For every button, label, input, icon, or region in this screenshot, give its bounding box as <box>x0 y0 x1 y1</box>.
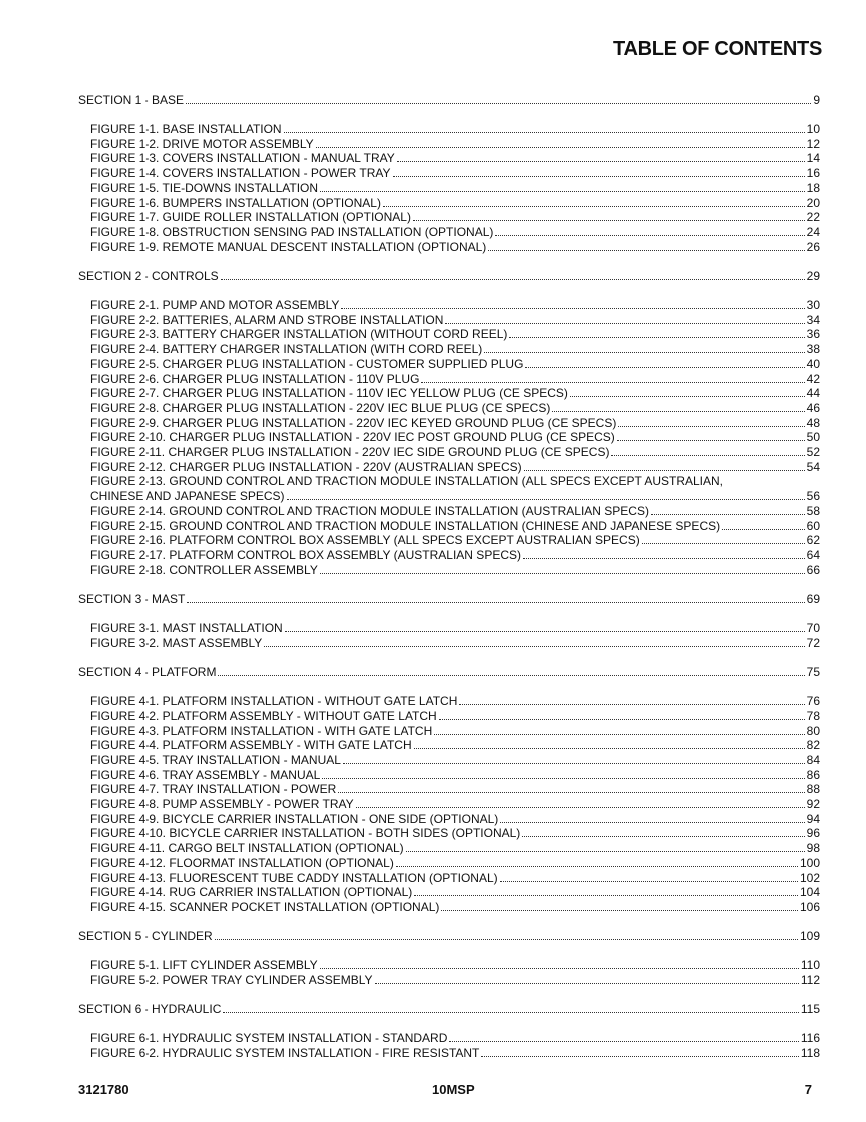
toc-figure-entry[interactable] <box>90 445 820 459</box>
toc-entry-label: FIGURE 2-8. CHARGER PLUG INSTALLATION - 220V IEC BLUE PLUG (CE SPECS) <box>90 400 551 415</box>
dot-leader <box>338 791 804 793</box>
toc-entry-page: 26 <box>806 239 820 254</box>
toc-entry-label: FIGURE 1-8. OBSTRUCTION SENSING PAD INSTALLATION (OPTIONAL) <box>90 224 494 239</box>
toc-figure-entry[interactable] <box>90 430 820 444</box>
toc-figure-entry[interactable] <box>90 137 820 151</box>
toc-figure-entry[interactable] <box>90 122 820 136</box>
toc-entry-label: FIGURE 1-4. COVERS INSTALLATION - POWER TRAY <box>90 166 391 181</box>
toc-entry-label: SECTION 3 - MAST <box>78 592 186 606</box>
toc-figure-entry[interactable] <box>90 797 820 811</box>
toc-entry-label: FIGURE 1-9. REMOTE MANUAL DESCENT INSTALLATION (OPTIONAL) <box>90 239 487 254</box>
dot-leader <box>484 351 804 353</box>
toc-figure-entry[interactable] <box>90 856 820 870</box>
dot-leader <box>285 630 805 632</box>
dot-leader <box>495 234 804 236</box>
dot-leader <box>341 307 804 309</box>
dot-leader <box>618 425 804 427</box>
toc-figure-entry[interactable] <box>90 782 820 796</box>
dot-leader <box>223 1011 799 1013</box>
dot-leader <box>343 762 805 764</box>
dot-leader <box>320 190 805 192</box>
toc-figure-entry[interactable] <box>90 460 820 474</box>
toc-entry-page: 69 <box>806 592 820 606</box>
dot-leader <box>284 131 805 133</box>
toc-entry-page: 62 <box>806 533 820 548</box>
toc-entry-label: FIGURE 4-14. RUG CARRIER INSTALLATION (OPTIONAL) <box>90 885 413 900</box>
toc-entry-page: 16 <box>806 166 820 181</box>
toc-figure-entry[interactable] <box>90 1031 820 1045</box>
toc-entry-label: FIGURE 4-5. TRAY INSTALLATION - MANUAL <box>90 752 341 767</box>
toc-entry-page: 102 <box>799 870 820 885</box>
toc-entry-label: FIGURE 4-1. PLATFORM INSTALLATION - WITHOUT GATE LATCH <box>90 694 458 709</box>
toc-entry-label: FIGURE 2-4. BATTERY CHARGER INSTALLATION (WITH CORD REEL) <box>90 342 483 357</box>
toc-figure-entry[interactable] <box>90 533 820 547</box>
toc-entry-page: 52 <box>806 445 820 459</box>
toc-entry-page: 64 <box>806 547 820 562</box>
toc-figure-entry[interactable] <box>90 474 820 488</box>
toc-entry-page: 60 <box>806 518 820 533</box>
toc-figure-entry[interactable] <box>90 738 820 752</box>
toc-entry-page: 50 <box>806 430 820 445</box>
toc-entry-page: 116 <box>800 1031 820 1046</box>
toc-entry-label: FIGURE 2-18. CONTROLLER ASSEMBLY <box>90 562 318 577</box>
toc-entry-page: 42 <box>806 371 820 386</box>
dot-leader <box>421 381 804 383</box>
toc-section-entry[interactable] <box>78 929 820 943</box>
toc-entry-page: 80 <box>806 723 820 738</box>
page-title: TABLE OF CONTENTS <box>613 38 822 60</box>
toc-entry-label: FIGURE 2-10. CHARGER PLUG INSTALLATION - 220V IEC POST GROUND PLUG (CE SPECS) <box>90 430 615 445</box>
dot-leader <box>449 1040 798 1042</box>
toc-entry-page: 40 <box>806 356 820 371</box>
dot-leader <box>413 219 805 221</box>
toc-entry-page: 24 <box>806 224 820 239</box>
dot-leader <box>552 410 804 412</box>
toc-entry-page: 34 <box>806 312 820 327</box>
toc-figure-entry[interactable] <box>90 313 820 327</box>
toc-figure-entry[interactable] <box>90 151 820 165</box>
toc-entry-label: FIGURE 6-2. HYDRAULIC SYSTEM INSTALLATION - FIRE RESISTANT <box>90 1046 480 1061</box>
toc-entry-label: FIGURE 2-9. CHARGER PLUG INSTALLATION - 220V IEC KEYED GROUND PLUG (CE SPECS) <box>90 415 617 430</box>
toc-entry-label: FIGURE 2-5. CHARGER PLUG INSTALLATION - CUSTOMER SUPPLIED PLUG <box>90 356 524 371</box>
toc-figure-entry[interactable] <box>90 753 820 767</box>
toc-figure-entry[interactable] <box>90 342 820 356</box>
dot-leader <box>383 205 805 207</box>
toc-entry-label: FIGURE 2-7. CHARGER PLUG INSTALLATION - 110V IEC YELLOW PLUG (CE SPECS) <box>90 386 568 401</box>
toc-figure-entry[interactable] <box>90 621 820 635</box>
toc-entry-label: FIGURE 1-2. DRIVE MOTOR ASSEMBLY <box>90 136 314 151</box>
dot-leader <box>414 894 798 896</box>
dot-leader <box>320 572 805 574</box>
toc-entry-label: FIGURE 4-2. PLATFORM ASSEMBLY - WITHOUT GATE LATCH <box>90 708 437 723</box>
dot-leader <box>375 982 799 984</box>
toc-figure-entry[interactable] <box>90 196 820 210</box>
toc-entry-label: SECTION 2 - CONTROLS <box>78 269 219 283</box>
toc-figure-entry[interactable] <box>90 812 820 826</box>
toc-figure-entry[interactable] <box>90 489 820 503</box>
toc-entry-page: 70 <box>806 621 820 635</box>
dot-leader <box>611 454 804 456</box>
toc-figure-entry[interactable] <box>90 958 820 972</box>
toc-figure-entry[interactable] <box>90 327 820 341</box>
toc-figure-entry[interactable] <box>90 563 820 577</box>
dot-leader <box>414 747 805 749</box>
toc-figure-entry[interactable] <box>90 357 820 371</box>
toc-entry-label: FIGURE 1-7. GUIDE ROLLER INSTALLATION (OPTIONAL) <box>90 210 411 225</box>
dot-leader <box>481 1055 798 1057</box>
toc-entry-page: 54 <box>806 459 820 474</box>
toc-entry-page: 9 <box>813 93 820 107</box>
dot-leader <box>215 938 798 940</box>
toc-entry-page: 22 <box>806 210 820 225</box>
toc-entry-label: FIGURE 1-6. BUMPERS INSTALLATION (OPTIONAL) <box>90 195 381 210</box>
dot-leader <box>187 601 804 603</box>
toc-figure-entry[interactable] <box>90 871 820 885</box>
toc-entry-label: FIGURE 1-3. COVERS INSTALLATION - MANUAL TRAY <box>90 151 395 166</box>
toc-entry-label: FIGURE 4-10. BICYCLE CARRIER INSTALLATION - BOTH SIDES (OPTIONAL) <box>90 826 521 841</box>
toc-entry-page: 56 <box>806 489 820 504</box>
toc-section-entry[interactable] <box>78 1002 820 1016</box>
toc-figure-entry[interactable] <box>90 519 820 533</box>
toc-entry-page: 20 <box>806 195 820 210</box>
toc-entry-page: 98 <box>806 841 820 856</box>
toc-entry-label: FIGURE 2-16. PLATFORM CONTROL BOX ASSEMBLY (ALL SPECS EXCEPT AUSTRALIAN SPECS) <box>90 533 640 548</box>
toc-entry-page: 29 <box>806 269 820 283</box>
toc-entry-label: FIGURE 4-13. FLUORESCENT TUBE CADDY INSTALLATION (OPTIONAL) <box>90 870 498 885</box>
toc-entry-page: 104 <box>799 885 820 900</box>
dot-leader <box>523 557 805 559</box>
toc-entry-page: 88 <box>806 782 820 797</box>
toc-entry-label: FIGURE 2-3. BATTERY CHARGER INSTALLATION (WITHOUT CORD REEL) <box>90 327 508 342</box>
dot-leader <box>397 160 805 162</box>
toc-entry-label: FIGURE 2-13. GROUND CONTROL AND TRACTION MODULE INSTALLATION (ALL SPECS EXCEPT AUSTRALIAN, <box>90 474 724 489</box>
toc-entry-label: FIGURE 5-2. POWER TRAY CYLINDER ASSEMBLY <box>90 973 373 987</box>
toc-entry-label: FIGURE 2-11. CHARGER PLUG INSTALLATION - 220V IEC SIDE GROUND PLUG (CE SPECS) <box>90 445 610 459</box>
toc-figure-entry[interactable] <box>90 504 820 518</box>
toc-figure-entry[interactable] <box>90 372 820 386</box>
toc-entry-label: FIGURE 1-5. TIE-DOWNS INSTALLATION <box>90 180 319 195</box>
toc-figure-entry[interactable] <box>90 416 820 430</box>
toc-section-entry[interactable] <box>78 93 820 107</box>
dot-leader <box>524 469 805 471</box>
toc-entry-page: 78 <box>806 708 820 723</box>
toc-entry-page: 82 <box>806 738 820 753</box>
dot-leader <box>525 366 804 368</box>
toc-figure-entry[interactable] <box>90 225 820 239</box>
dot-leader <box>722 528 805 530</box>
toc-entry-label: FIGURE 4-3. PLATFORM INSTALLATION - WITH GATE LATCH <box>90 723 433 738</box>
toc-entry-page: 118 <box>800 1046 820 1061</box>
toc-entry-label: FIGURE 2-14. GROUND CONTROL AND TRACTION MODULE INSTALLATION (AUSTRALIAN SPECS) <box>90 503 649 518</box>
toc-entry-label: FIGURE 2-12. CHARGER PLUG INSTALLATION - 220V (AUSTRALIAN SPECS) <box>90 459 522 474</box>
dot-leader <box>356 806 805 808</box>
dot-leader <box>439 718 805 720</box>
dot-leader <box>406 850 805 852</box>
toc-entry-label: SECTION 6 - HYDRAULIC <box>78 1002 222 1017</box>
toc-figure-entry[interactable] <box>90 548 820 562</box>
toc-entry-label: FIGURE 2-1. PUMP AND MOTOR ASSEMBLY <box>90 298 340 312</box>
toc-entry-page: 109 <box>799 929 820 944</box>
toc-figure-entry[interactable] <box>90 973 820 987</box>
toc-figure-entry[interactable] <box>90 900 820 914</box>
dot-leader <box>522 835 804 837</box>
toc-entry-page: 38 <box>806 342 820 357</box>
dot-leader <box>445 322 804 324</box>
toc-entry-page: 86 <box>806 767 820 782</box>
toc-figure-entry[interactable] <box>90 210 820 224</box>
toc-figure-entry[interactable] <box>90 724 820 738</box>
toc-entry-page: 84 <box>806 752 820 767</box>
dot-leader <box>316 146 805 148</box>
toc-figure-entry[interactable] <box>90 401 820 415</box>
toc-section-entry[interactable] <box>78 665 820 679</box>
toc-entry-label: CHINESE AND JAPANESE SPECS) <box>90 489 285 504</box>
toc-entry-page: 96 <box>806 826 820 841</box>
toc-figure-entry[interactable] <box>90 240 820 254</box>
toc-entry-label: FIGURE 4-11. CARGO BELT INSTALLATION (OPTIONAL) <box>90 841 404 856</box>
toc-entry-label: FIGURE 4-9. BICYCLE CARRIER INSTALLATION - ONE SIDE (OPTIONAL) <box>90 811 499 826</box>
toc-figure-entry[interactable] <box>90 298 820 312</box>
dot-leader <box>617 439 805 441</box>
toc-entry-label: FIGURE 1-1. BASE INSTALLATION <box>90 122 282 136</box>
toc-entry-label: FIGURE 4-12. FLOORMAT INSTALLATION (OPTIONAL) <box>90 855 394 870</box>
dot-leader <box>320 967 799 969</box>
toc-entry-label: FIGURE 2-2. BATTERIES, ALARM AND STROBE INSTALLATION <box>90 312 444 327</box>
toc-entry-page: 112 <box>800 973 820 987</box>
toc-entry-label: SECTION 5 - CYLINDER <box>78 929 213 944</box>
toc-figure-entry[interactable] <box>90 885 820 899</box>
toc-entry-page: 58 <box>806 503 820 518</box>
dot-leader <box>434 733 804 735</box>
dot-leader <box>500 821 804 823</box>
footer-model: 10MSP <box>432 1082 475 1097</box>
toc-figure-entry[interactable] <box>90 166 820 180</box>
toc-section-entry[interactable] <box>78 269 820 283</box>
toc-entry-page: 10 <box>806 122 820 136</box>
toc-section-entry[interactable] <box>78 592 820 606</box>
dot-leader <box>488 249 804 251</box>
toc-entry-page: 36 <box>806 327 820 342</box>
dot-leader <box>396 865 798 867</box>
toc-entry-page: 30 <box>806 298 820 312</box>
dot-leader <box>642 542 805 544</box>
toc-entry-page: 106 <box>799 899 820 914</box>
dot-leader <box>459 703 804 705</box>
toc-figure-entry[interactable] <box>90 181 820 195</box>
toc-entry-label: FIGURE 2-6. CHARGER PLUG INSTALLATION - 110V PLUG <box>90 371 420 386</box>
toc-figure-entry[interactable] <box>90 636 820 650</box>
dot-leader <box>264 645 804 647</box>
toc-entry-page: 48 <box>806 415 820 430</box>
toc-entry-label: FIGURE 6-1. HYDRAULIC SYSTEM INSTALLATION - STANDARD <box>90 1031 448 1046</box>
dot-leader <box>221 278 805 280</box>
dot-leader <box>218 674 804 676</box>
toc-entry-label: SECTION 1 - BASE <box>78 93 185 107</box>
toc-entry-page: 12 <box>806 136 820 151</box>
footer-page-number: 7 <box>804 1082 812 1097</box>
toc-figure-entry[interactable] <box>90 1046 820 1060</box>
dot-leader <box>651 513 805 515</box>
toc-entry-page: 75 <box>806 665 820 680</box>
toc-entry-page: 94 <box>806 811 820 826</box>
toc-entry-label: FIGURE 3-1. MAST INSTALLATION <box>90 621 283 635</box>
footer-doc-number: 3121780 <box>78 1082 129 1097</box>
dot-leader <box>393 175 805 177</box>
toc-entry-page: 46 <box>806 400 820 415</box>
dot-leader <box>186 102 811 104</box>
toc-entry-label: FIGURE 4-15. SCANNER POCKET INSTALLATION (OPTIONAL) <box>90 899 440 914</box>
dot-leader <box>441 909 798 911</box>
toc-entry-page: 18 <box>806 180 820 195</box>
toc-figure-entry[interactable] <box>90 386 820 400</box>
toc-entry-label: FIGURE 4-6. TRAY ASSEMBLY - MANUAL <box>90 767 321 782</box>
dot-leader <box>287 498 805 500</box>
toc-entry-label: FIGURE 2-17. PLATFORM CONTROL BOX ASSEMBLY (AUSTRALIAN SPECS) <box>90 547 521 562</box>
toc-entry-page: 76 <box>806 694 820 709</box>
dot-leader <box>322 777 804 779</box>
toc-entry-page: 44 <box>806 386 820 401</box>
toc-entry-label: SECTION 4 - PLATFORM <box>78 665 217 680</box>
toc-figure-entry[interactable] <box>90 768 820 782</box>
toc-entry-page: 110 <box>800 958 820 973</box>
toc-entry-label: FIGURE 4-8. PUMP ASSEMBLY - POWER TRAY <box>90 797 354 811</box>
dot-leader <box>509 336 804 338</box>
toc-entry-label: FIGURE 5-1. LIFT CYLINDER ASSEMBLY <box>90 958 318 973</box>
toc-figure-entry[interactable] <box>90 826 820 840</box>
dot-leader <box>570 395 805 397</box>
toc-entry-page: 115 <box>800 1002 820 1017</box>
toc-figure-entry[interactable] <box>90 841 820 855</box>
dot-leader <box>500 880 798 882</box>
toc-entry-page: 14 <box>806 151 820 166</box>
toc-entry-page: 100 <box>799 855 820 870</box>
toc-figure-entry[interactable] <box>90 694 820 708</box>
toc-entry-label: FIGURE 4-7. TRAY INSTALLATION - POWER <box>90 782 337 797</box>
toc-figure-entry[interactable] <box>90 709 820 723</box>
toc-entry-label: FIGURE 4-4. PLATFORM ASSEMBLY - WITH GATE LATCH <box>90 738 412 753</box>
toc-entry-page: 66 <box>806 562 820 577</box>
toc-entry-page: 72 <box>806 635 820 650</box>
toc-entry-label: FIGURE 3-2. MAST ASSEMBLY <box>90 635 263 650</box>
toc-entry-page: 92 <box>806 797 820 811</box>
toc-entry-label: FIGURE 2-15. GROUND CONTROL AND TRACTION MODULE INSTALLATION (CHINESE AND JAPANESE SPECS) <box>90 518 721 533</box>
